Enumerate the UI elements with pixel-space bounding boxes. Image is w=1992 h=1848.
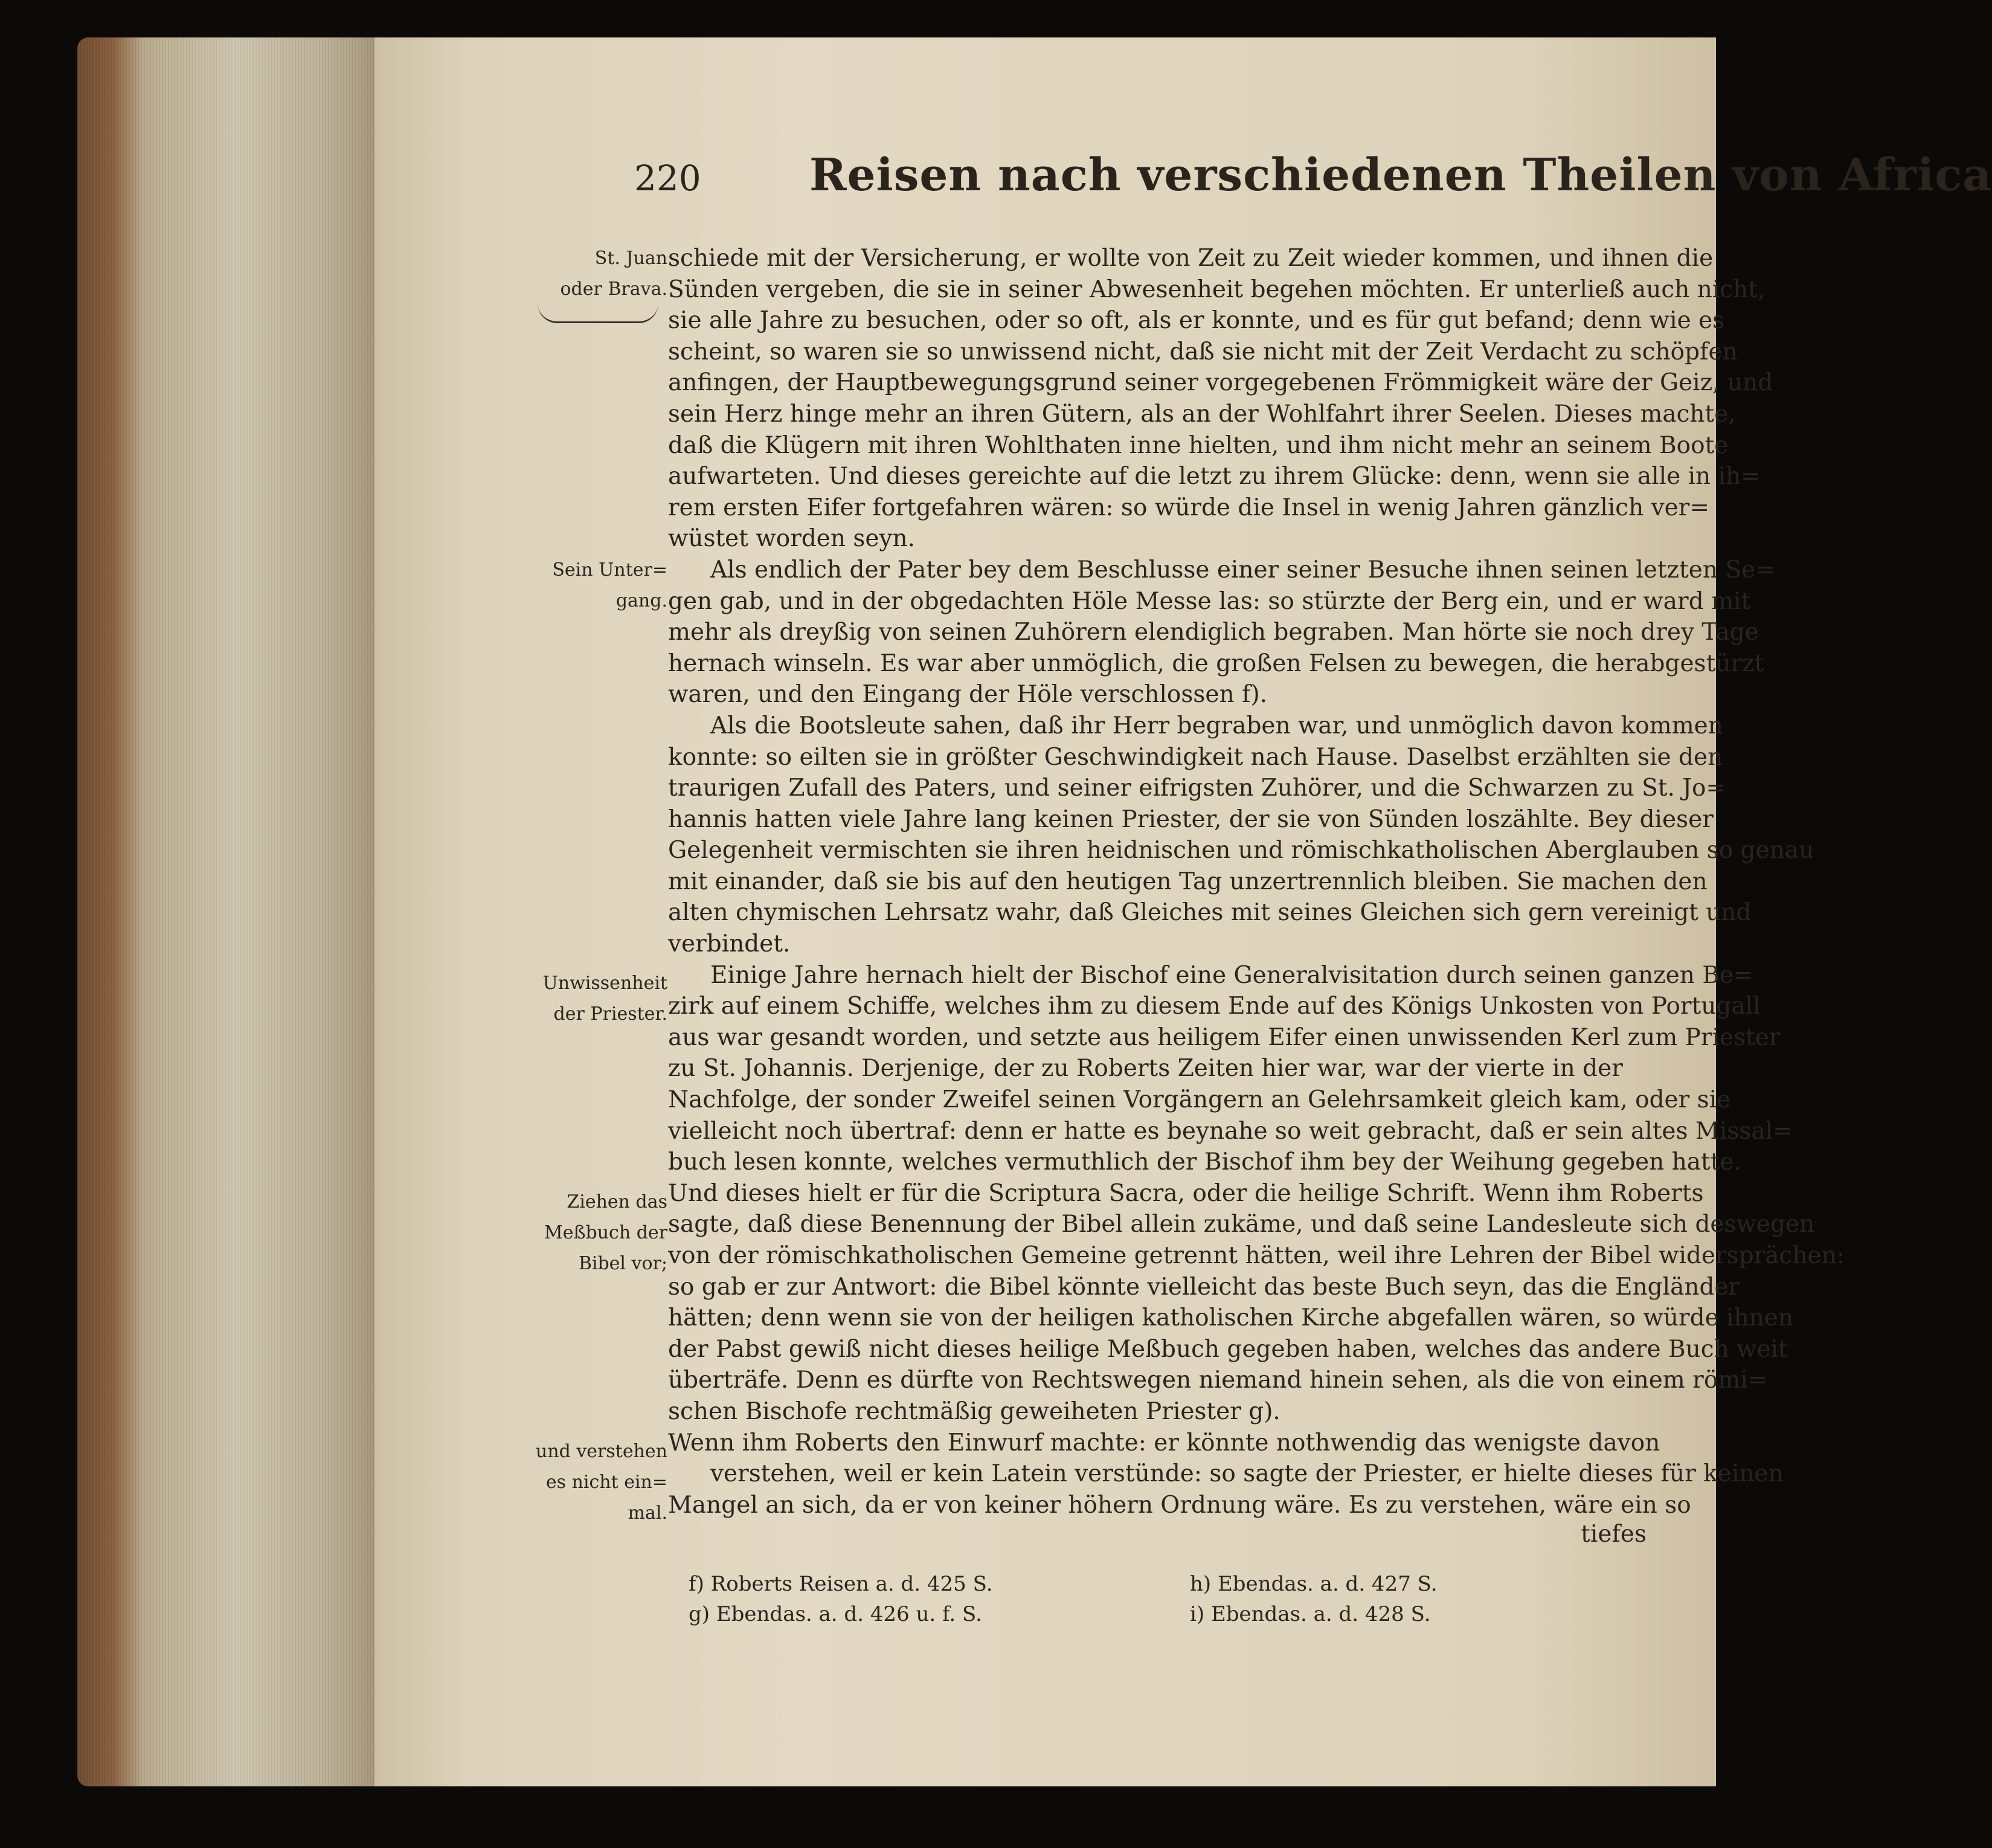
body-line: Wenn ihm Roberts den Einwurf machte: er könnte nothwendig das wenigste davon xyxy=(668,1429,1660,1457)
body-line: zirk auf einem Schiffe, welches ihm zu diesem Ende auf des Königs Unkosten von Portugall xyxy=(668,993,1761,1020)
body-line: sagte, daß diese Benennung der Bibel allein zukäme, und daß seine Landesleute sich deswegen xyxy=(668,1211,1815,1238)
book-page xyxy=(374,37,1992,1786)
margin-note-line: Meßbuch der xyxy=(544,1222,667,1243)
margin-note-line: Bibel vor; xyxy=(578,1253,667,1274)
margin-note-line: und verstehen xyxy=(535,1441,667,1462)
body-line: vielleicht noch übertraf: denn er hatte es beynahe so weit gebracht, daß er sein altes Missal= xyxy=(668,1117,1793,1145)
margin-note-line: gang. xyxy=(615,590,667,611)
body-line: scheint, so waren sie so unwissend nicht, daß sie nicht mit der Zeit Verdacht zu schöpfen xyxy=(668,338,1738,365)
body-line: schiede mit der Versicherung, er wollte von Zeit zu Zeit wieder kommen, und ihnen die xyxy=(668,245,1714,272)
body-line: überträfe. Denn es dürfte von Rechtswegen niemand hinein sehen, als die von einem römi= xyxy=(668,1367,1768,1394)
catchword: tiefes xyxy=(1581,1521,1647,1548)
margin-note-messbuch xyxy=(529,1186,667,1279)
body-line: anfingen, der Hauptbewegungsgrund seiner vorgegebenen Frömmigkeit wäre der Geiz, und xyxy=(668,369,1773,397)
margin-note-line: mal. xyxy=(628,1502,667,1524)
body-line: wüstet worden seyn. xyxy=(668,525,916,553)
body-line: Mangel an sich, da er von keiner höhern Ordnung wäre. Es zu verstehen, wäre ein so xyxy=(668,1491,1691,1519)
page-header xyxy=(634,149,1992,216)
footnote-g: g) Ebendas. a. d. 426 u. f. S. xyxy=(689,1602,982,1626)
body-line: schen Bischofe rechtmäßig geweiheten Priester g). xyxy=(668,1397,1280,1425)
body-line: Als endlich der Pater bey dem Beschlusse einer seiner Besuche ihnen seinen letzten Se= xyxy=(710,556,1775,584)
body-line: buch lesen konnte, welches vermuthlich der Bischof ihm bey der Weihung gegeben hatte. xyxy=(668,1148,1741,1176)
margin-note-line: Sein Unter= xyxy=(552,559,667,581)
margin-note-line: Unwissenheit xyxy=(542,973,667,994)
margin-note-unwissenheit xyxy=(529,968,667,1029)
body-line: rem ersten Eifer fortgefahren wären: so würde die Insel in wenig Jahren gänzlich ver= xyxy=(668,494,1710,521)
body-line: aufwarteten. Und dieses gereichte auf die letzt zu ihrem Glücke: denn, wenn sie alle in ih= xyxy=(668,463,1761,491)
body-line: traurigen Zufall des Paters, und seiner eifrigsten Zuhörer, und die Schwarzen zu St. Jo= xyxy=(668,774,1726,802)
book-page-edges xyxy=(77,37,391,1786)
footnotes-left-column xyxy=(689,1569,993,1629)
margin-note-untergang xyxy=(529,555,667,616)
page-number: 220 xyxy=(634,158,701,199)
body-line: zu St. Johannis. Derjenige, der zu Roberts Zeiten hier war, war der vierte in der xyxy=(668,1055,1623,1083)
body-line: so gab er zur Antwort: die Bibel könnte vielleicht das beste Buch seyn, das die Engländer xyxy=(668,1273,1740,1301)
footnotes-right-column xyxy=(1190,1569,1438,1629)
body-line: aus war gesandt worden, und setzte aus heiligem Eifer einen unwissenden Kerl zum Priester xyxy=(668,1023,1781,1051)
margin-brace xyxy=(538,303,658,323)
margin-note-line: oder Brava. xyxy=(560,278,667,300)
body-line: Als die Bootsleute sahen, daß ihr Herr begraben war, und unmöglich davon kommen xyxy=(710,712,1723,739)
body-line: von der römischkatholischen Gemeine getrennt hätten, weil ihre Lehren der Bibel widersprächen: xyxy=(668,1242,1845,1269)
body-line: konnte: so eilten sie in größter Geschwindigkeit nach Hause. Daselbst erzählten sie den xyxy=(668,743,1723,771)
body-line: mit einander, daß sie bis auf den heutigen Tag unzertrennlich bleiben. Sie machen den xyxy=(668,868,1708,895)
body-line: gen gab, und in der obgedachten Höle Messe las: so stürzte der Berg ein, und er ward mit xyxy=(668,587,1751,615)
footnote-i: i) Ebendas. a. d. 428 S. xyxy=(1190,1602,1431,1626)
body-line: hannis hatten viele Jahre lang keinen Priester, der sie von Sünden loszählte. Bey dieser xyxy=(668,805,1714,833)
body-line: hernach winseln. Es war aber unmöglich, die großen Felsen zu bewegen, die herabgestürzt xyxy=(668,649,1764,677)
body-line: mehr als dreyßig von seinen Zuhörern elendiglich begraben. Man hörte sie noch drey Tage xyxy=(668,619,1759,646)
margin-note-line: St. Juan xyxy=(594,248,667,269)
body-line: Sünden vergeben, die sie in seiner Abwesenheit begehen möchten. Er unterließ auch nicht, xyxy=(668,275,1765,303)
body-line: verstehen, weil er kein Latein verstünde: so sagte der Priester, er hielte dieses für keinen xyxy=(710,1460,1784,1488)
body-line: waren, und den Eingang der Höle verschlossen f). xyxy=(668,681,1268,709)
margin-note-line: der Priester. xyxy=(553,1003,667,1025)
body-line: verbindet. xyxy=(668,930,791,958)
body-line: alten chymischen Lehrsatz wahr, daß Gleiches mit seines Gleichen sich gern vereinigt und xyxy=(668,899,1752,927)
body-line: hätten; denn wenn sie von der heiligen katholischen Kirche abgefallen wären, so würde ihnen xyxy=(668,1304,1793,1332)
body-line: sein Herz hinge mehr an ihren Gütern, als an der Wohlfahrt ihrer Seelen. Dieses machte, xyxy=(668,400,1736,428)
body-line: Gelegenheit vermischten sie ihren heidnischen und römischkatholischen Aberglauben so genau xyxy=(668,837,1814,864)
body-line: Und dieses hielt er für die Scriptura Sacra, oder die heilige Schrift. Wenn ihm Roberts xyxy=(668,1179,1704,1207)
body-line: daß die Klügern mit ihren Wohlthaten inne hielten, und ihm nicht mehr an seinem Boote xyxy=(668,431,1729,459)
body-line: Nachfolge, der sonder Zweifel seinen Vorgängern an Gelehrsamkeit gleich kam, oder sie xyxy=(668,1086,1731,1114)
body-text xyxy=(668,243,1845,1521)
margin-note-line: es nicht ein= xyxy=(545,1472,667,1493)
body-line: sie alle Jahre zu besuchen, oder so oft, als er konnte, und es für gut befand; denn wie es xyxy=(668,307,1725,335)
running-title: Reisen nach verschiedenen Theilen von Africa xyxy=(809,149,1992,201)
body-line: Einige Jahre hernach hielt der Bischof eine Generalvisitation durch seinen ganzen Be= xyxy=(710,961,1753,989)
footnote-h: h) Ebendas. a. d. 427 S. xyxy=(1190,1572,1438,1596)
body-line: der Pabst gewiß nicht dieses heilige Meßbuch gegeben haben, welches das andere Buch weit xyxy=(668,1335,1788,1363)
margin-note-verstehen xyxy=(529,1436,667,1528)
margin-note-line: Ziehen das xyxy=(567,1191,667,1212)
footnote-f: f) Roberts Reisen a. d. 425 S. xyxy=(689,1572,993,1596)
margin-note-st-juan xyxy=(529,243,667,304)
